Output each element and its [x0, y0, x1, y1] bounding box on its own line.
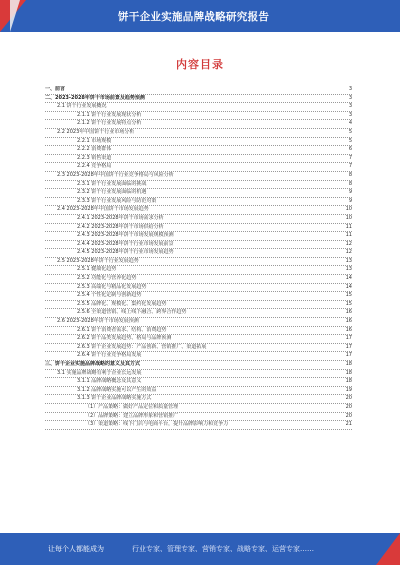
toc-entry[interactable] — [45, 249, 352, 258]
toc-entry[interactable] — [45, 172, 352, 181]
toc-entry[interactable] — [45, 232, 352, 241]
toc-entry[interactable] — [45, 387, 352, 396]
toc-entry[interactable] — [45, 344, 352, 353]
toc-entry-title: （2）品牌策略：建立品牌形象和营销推广 — [85, 412, 179, 419]
toc-entry-title: 2.4.5 2023-2028年饼干行业市场发展趋势 — [77, 249, 174, 256]
toc-entry[interactable] — [45, 129, 352, 138]
toc-entry-page: 15 — [345, 292, 352, 299]
toc-entry-page: 4 — [348, 120, 352, 127]
footer-roles: 行业专家、管理专家、营销专家、战略专家、运营专家…… — [132, 545, 314, 553]
toc-entry-page: 13 — [345, 266, 352, 273]
table-of-contents — [45, 86, 352, 430]
toc-entry[interactable] — [45, 258, 352, 267]
toc-entry-page: 21 — [345, 421, 352, 428]
footer-red-accent — [376, 533, 400, 565]
toc-entry-page: 18 — [345, 369, 352, 376]
toc-entry[interactable] — [45, 103, 352, 112]
toc-entry-page: 17 — [345, 335, 352, 342]
toc-entry-title: 2.5.1 健康化趋势 — [77, 266, 117, 273]
toc-entry-title: 2.1 饼干行业发展概况 — [57, 103, 107, 110]
toc-entry-page: 12 — [345, 240, 352, 247]
toc-entry[interactable] — [45, 413, 352, 422]
toc-entry-page: 18 — [345, 361, 352, 367]
toc-entry[interactable] — [45, 404, 352, 413]
toc-entry-title: 2.1.2 饼干行业发展特点分析 — [77, 120, 142, 127]
toc-entry-title: 三、饼干企业实施品牌战略的意义及其方式 — [45, 361, 141, 367]
toc-entry-page: 16 — [345, 309, 352, 316]
toc-entry[interactable] — [45, 292, 352, 301]
toc-entry-page: 11 — [345, 232, 352, 239]
toc-entry-title: 2.5 2023-2028年饼干行业发展趋势 — [57, 257, 139, 264]
page-footer — [0, 533, 400, 565]
toc-entry-page: 16 — [345, 326, 352, 333]
toc-entry-title: 2.4.3 2023-2028年饼干市场发展规模预测 — [77, 232, 174, 239]
toc-entry-title: 2.2 2023年中国饼干行业市场分析 — [57, 128, 135, 135]
toc-entry[interactable] — [45, 241, 352, 250]
toc-entry-title: 2.3.2 饼干行业发展面临的机遇 — [77, 189, 147, 196]
toc-entry[interactable] — [45, 301, 352, 310]
toc-entry[interactable] — [45, 284, 352, 293]
toc-entry[interactable] — [45, 370, 352, 379]
toc-entry-page: 11 — [345, 223, 352, 230]
toc-entry-title: 2.2.1 市场规模 — [77, 137, 112, 144]
toc-entry-page: 15 — [345, 300, 352, 307]
toc-entry-page: 20 — [345, 412, 352, 419]
toc-entry-page: 20 — [345, 395, 352, 402]
toc-entry[interactable] — [45, 421, 352, 430]
toc-entry[interactable] — [45, 181, 352, 190]
toc-entry[interactable] — [45, 155, 352, 164]
toc-entry[interactable] — [45, 309, 352, 318]
toc-entry-page: 17 — [345, 343, 352, 350]
toc-entry-title: 3.1.3 饼干企业品牌战略实施方式 — [77, 395, 152, 402]
toc-entry-title: 2.5.5 品牌化、规模化、集约化发展趋势 — [77, 300, 167, 307]
toc-entry-title: 2.2.2 消费群体 — [77, 146, 112, 153]
toc-entry-title: 2.2.4 竞争格局 — [77, 163, 112, 170]
toc-entry-page: 6 — [348, 146, 352, 153]
toc-entry[interactable] — [45, 206, 352, 215]
toc-entry-page: 19 — [345, 386, 352, 393]
toc-entry-page: 8 — [348, 180, 352, 187]
toc-entry-page: 3 — [348, 94, 352, 101]
toc-entry-page: 17 — [345, 352, 352, 359]
toc-entry-title: 2.6.4 饼干行业竞争格局发展 — [77, 352, 142, 359]
toc-entry-title: （3）渠道策略：线下门店与电商平台，提升品牌影响力和竞争力 — [85, 421, 229, 428]
toc-entry[interactable] — [45, 120, 352, 129]
report-title: 饼干企业实施品牌战略研究报告 — [118, 11, 270, 23]
toc-entry-title: 2.4.2 2023-2028年饼干市场供给分析 — [77, 223, 164, 230]
toc-entry-title: 2.4 2023-2028年中国饼干市场发展趋势 — [57, 206, 149, 213]
toc-entry-title: 二、2023-2028年饼干市场前景及趋势预测 — [45, 94, 145, 101]
toc-entry[interactable] — [45, 163, 352, 172]
toc-entry-title: 2.1.1 饼干行业发展现状分析 — [77, 111, 142, 118]
toc-heading: 内容目录 — [176, 58, 224, 71]
toc-entry-title: 2.4.4 2023-2028年饼干行业市场发展前景 — [77, 240, 174, 247]
toc-entry-title: 2.6.2 饼干品类发展趋势、格局与品牌预测 — [77, 335, 172, 342]
toc-entry-title: （1）产品策略：做好产品定位和质量管理 — [85, 403, 179, 410]
toc-entry-page: 10 — [345, 214, 352, 221]
toc-entry-page: 8 — [348, 171, 352, 178]
toc-entry[interactable] — [45, 361, 352, 370]
toc-entry-page: 7 — [348, 154, 352, 161]
toc-entry-page: 14 — [345, 275, 352, 282]
toc-entry-page: 5 — [348, 137, 352, 144]
toc-entry-title: 3.1.2 品牌战略实施可以产生的效益 — [77, 386, 157, 393]
toc-entry-title: 2.5.2 功能化与营养化趋势 — [77, 275, 137, 282]
toc-entry-title: 2.6.1 饼干消费者需求、结构、消费趋势 — [77, 326, 167, 333]
toc-entry[interactable] — [45, 189, 352, 198]
toc-entry[interactable] — [45, 86, 352, 95]
toc-entry[interactable] — [45, 198, 352, 207]
toc-entry[interactable] — [45, 318, 352, 327]
toc-entry-page: 16 — [345, 318, 352, 325]
toc-entry[interactable] — [45, 95, 352, 104]
toc-entry-page: 5 — [348, 128, 352, 135]
toc-entry[interactable] — [45, 266, 352, 275]
toc-entry[interactable] — [45, 224, 352, 233]
toc-entry-title: 2.4.1 2023-2028年饼干市场需求分析 — [77, 214, 164, 221]
toc-entry-page: 18 — [345, 378, 352, 385]
toc-entry[interactable] — [45, 146, 352, 155]
toc-entry-title: 一、前言 — [45, 86, 66, 92]
toc-entry[interactable] — [45, 327, 352, 336]
toc-entry-title: 2.5.6 全渠道营销、线上线下融合、跨界合作趋势 — [77, 309, 187, 316]
toc-entry-page: 7 — [348, 163, 352, 170]
toc-entry-page: 3 — [348, 86, 352, 92]
toc-entry-title: 2.6.3 饼干企业发展趋势：产品创新、营销推广、渠道拓展 — [77, 343, 207, 350]
footer-slogan: 让每个人都能成为 — [48, 545, 104, 553]
toc-entry-page: 9 — [348, 189, 352, 196]
toc-entry-title: 2.5.3 高端化与精品化发展趋势 — [77, 283, 147, 290]
toc-entry-title: 2.3.1 饼干行业发展面临的挑战 — [77, 180, 147, 187]
toc-entry-page: 3 — [348, 103, 352, 110]
toc-entry-title: 2.6 2023-2028年饼干市场发展预测 — [57, 318, 139, 325]
toc-entry-title: 2.5.4 个性化定制与创新趋势 — [77, 292, 142, 299]
toc-entry-page: 12 — [345, 249, 352, 256]
toc-entry-page: 14 — [345, 283, 352, 290]
toc-entry-page: 10 — [345, 206, 352, 213]
toc-entry[interactable] — [45, 352, 352, 361]
toc-entry-title: 2.3 2023-2028年中国饼干行业竞争格局与风险分析 — [57, 171, 174, 178]
toc-entry[interactable] — [45, 112, 352, 121]
toc-entry-title: 2.3.3 饼干行业发展风险与防范对策 — [77, 197, 157, 204]
toc-entry[interactable] — [45, 335, 352, 344]
toc-entry-title: 2.2.3 销售渠道 — [77, 154, 112, 161]
toc-entry-page: 20 — [345, 403, 352, 410]
toc-entry[interactable] — [45, 215, 352, 224]
toc-entry-title: 3.1.1 品牌战略概念及其意义 — [77, 378, 142, 385]
toc-entry-page: 9 — [348, 197, 352, 204]
page-header — [0, 0, 400, 32]
header-white-stripe — [10, 0, 20, 32]
toc-entry[interactable] — [45, 138, 352, 147]
toc-entry[interactable] — [45, 378, 352, 387]
toc-entry-page: 3 — [348, 111, 352, 118]
toc-entry-title: 3.1 实施品牌战略有利于企业长远发展 — [57, 369, 142, 376]
toc-entry-page: 13 — [345, 257, 352, 264]
toc-entry[interactable] — [45, 395, 352, 404]
toc-entry[interactable] — [45, 275, 352, 284]
